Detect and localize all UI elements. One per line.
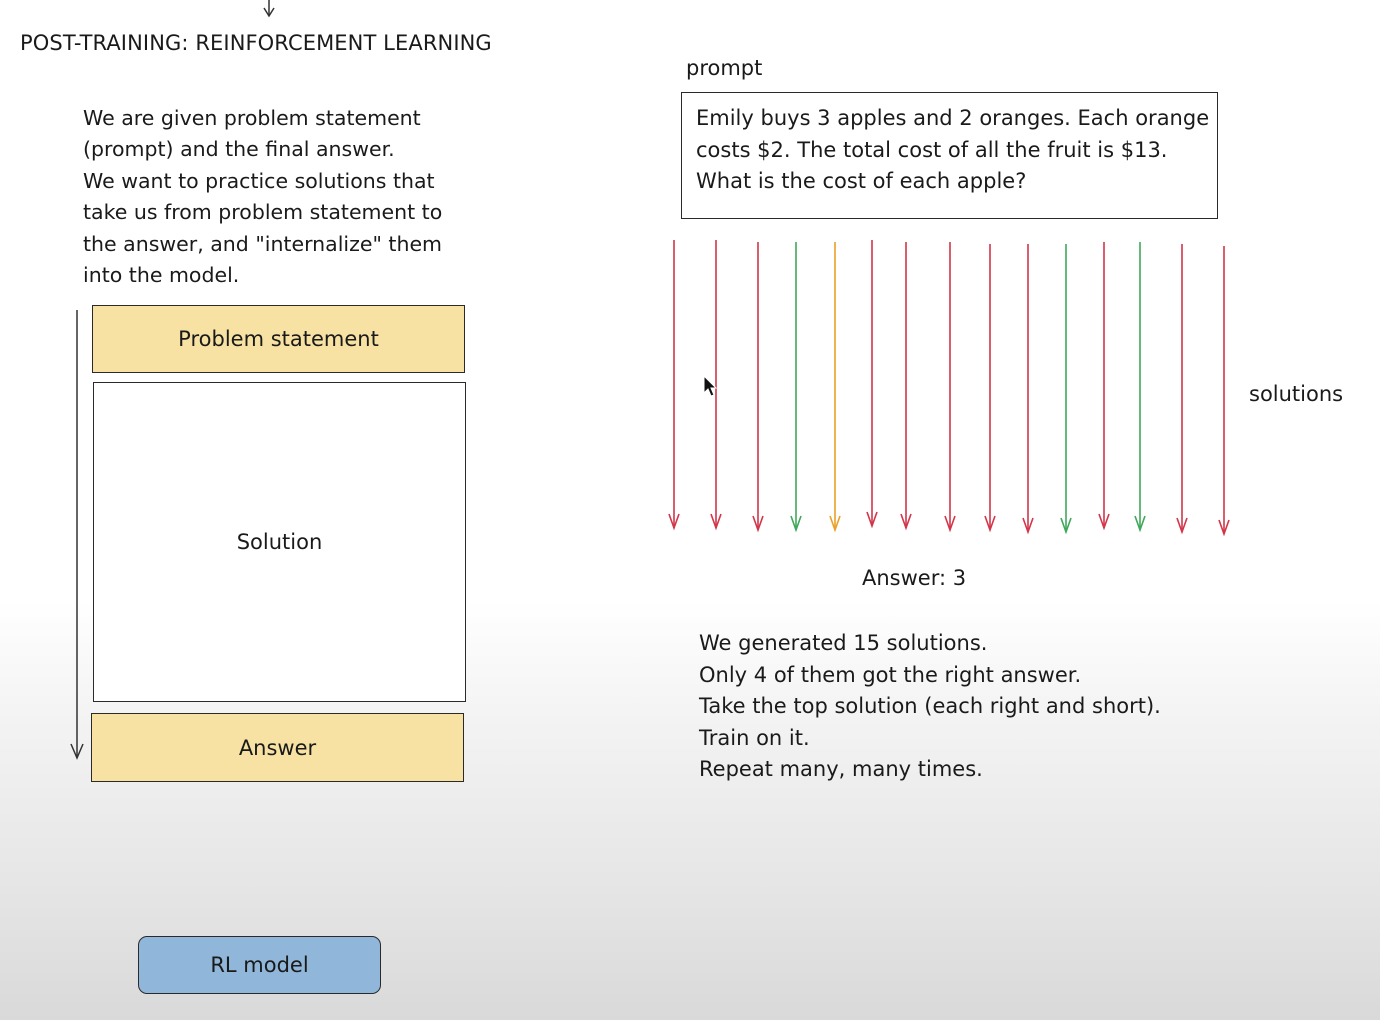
note-line: Repeat many, many times. [699,757,983,781]
intro-line: take us from problem statement to [83,200,443,225]
final-answer-label: Answer: 3 [862,566,967,590]
solutions-label: solutions [1249,382,1344,406]
problem-statement-box [92,305,465,373]
solution-arrow-wrong [1219,246,1229,534]
prompt-line: What is the cost of each apple? [696,169,1027,194]
intro-line: We are given problem statement [83,106,421,130]
solution-arrow-wrong [669,240,679,528]
notes-text [699,628,1161,786]
solution-arrow-wrong [867,240,877,526]
intro-line: We want to practice solutions that [83,168,435,193]
rl-model-box [138,936,381,994]
flow-down-arrow [66,308,88,764]
answer-label-box: Answer [238,735,317,760]
solution-arrow-right [791,242,801,530]
rl-model-label: RL model [210,953,309,977]
solution-arrow-wrong [1177,244,1187,532]
intro-line: into the model. [83,263,240,288]
section-title: POST-TRAINING: REINFORCEMENT LEARNING [20,31,492,55]
note-line: Take the top solution (each right and short). [699,694,1161,718]
answer-box [91,713,464,782]
prompt-box [681,92,1218,219]
problem-statement-label: Problem statement [178,327,379,351]
solution-arrow-wrong [901,242,911,528]
prompt-line: Emily buys 3 apples and 2 oranges. Each orange [696,106,1210,130]
mouse-cursor-icon [703,375,719,399]
solution-arrows [650,230,1250,550]
solution-arrow-wrong [753,242,763,530]
intro-text [83,103,483,291]
intro-line: (prompt) and the final answer. [83,137,395,162]
incoming-arrow [260,0,280,20]
solution-arrow-wrong [1099,242,1109,528]
note-line: We generated 15 solutions. [699,631,988,655]
solution-arrow-wrong [985,244,995,530]
solution-arrow-partial [830,242,840,530]
solution-box [93,382,466,702]
solution-label: Solution [236,530,323,554]
prompt-line: costs $2. The total cost of all the fruit is $13. [696,137,1168,162]
solution-arrow-wrong [945,242,955,530]
solution-arrow-wrong [1023,244,1033,532]
solution-arrow-right [1061,244,1071,532]
prompt-label: prompt [686,56,763,80]
solution-arrow-right [1135,242,1145,530]
note-line: Only 4 of them got the right answer. [699,662,1082,687]
note-line: Train on it. [699,725,810,750]
intro-line: the answer, and "internalize" them [83,231,443,256]
